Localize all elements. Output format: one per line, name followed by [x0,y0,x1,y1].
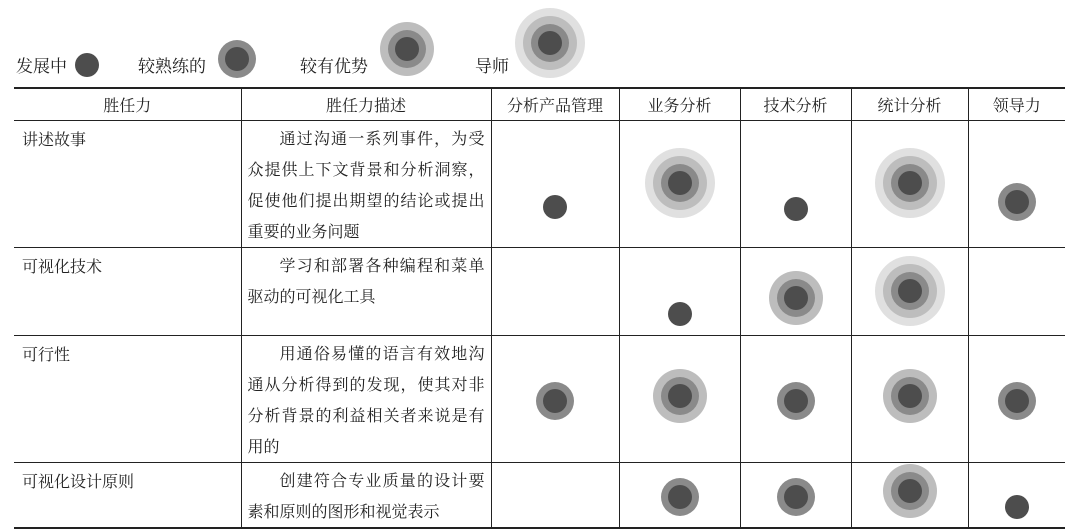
level-2-marker-icon [218,40,256,78]
legend-label-developing: 发展中 [16,57,67,77]
competency-description: 用通俗易懂的语言有效地沟通从分析得到的发现，使其对非分析背景的利益相关者来说是有用的 [241,336,491,463]
level-1-marker-icon [75,53,99,77]
table-row [14,121,1065,248]
level-2-marker-icon [777,382,815,420]
level-3-marker-icon [883,464,937,518]
level-cell [491,463,619,529]
level-1-marker-icon [1005,495,1029,519]
level-cell [968,463,1065,529]
level-2-marker-icon [998,183,1036,221]
competency-name: 可行性 [14,336,241,463]
level-cell [968,121,1065,248]
level-4-marker-icon [875,148,945,218]
level-3-marker-icon [380,22,434,76]
header-leadership: 领导力 [968,88,1065,121]
level-cell [619,336,740,463]
level-4-marker-icon [515,8,585,78]
level-cell [619,121,740,248]
level-cell [851,248,968,336]
level-2-marker-icon [998,382,1036,420]
level-2-marker-icon [536,382,574,420]
header-statistical-analysis: 统计分析 [851,88,968,121]
level-cell [851,336,968,463]
competency-name: 可视化设计原则 [14,463,241,529]
level-cell [740,336,851,463]
level-2-marker-icon [661,478,699,516]
table-row [14,248,1065,336]
header-technical-analysis: 技术分析 [740,88,851,121]
level-cell [740,463,851,529]
competency-description: 学习和部署各种编程和菜单驱动的可视化工具 [241,248,491,336]
level-cell [491,121,619,248]
level-4-marker-icon [645,148,715,218]
legend-label-advantage: 较有优势 [300,57,368,77]
level-cell [968,336,1065,463]
level-3-marker-icon [653,369,707,423]
competency-description: 通过沟通一系列事件，为受众提供上下文背景和分析洞察，促使他们提出期望的结论或提出重要的业务问题 [241,121,491,248]
legend-label-mentor: 导师 [475,57,509,77]
level-2-marker-icon [777,478,815,516]
level-cell [851,463,968,529]
level-cell [740,248,851,336]
header-competency: 胜任力 [14,88,241,121]
level-cell [491,248,619,336]
level-4-marker-icon [875,256,945,326]
level-cell [740,121,851,248]
level-cell [491,336,619,463]
competency-name: 讲述故事 [14,121,241,248]
level-1-marker-icon [668,302,692,326]
level-1-marker-icon [784,197,808,221]
level-cell [851,121,968,248]
table-header-row [14,88,1065,121]
table-row [14,336,1065,463]
table-row [14,463,1065,529]
level-3-marker-icon [883,369,937,423]
level-3-marker-icon [769,271,823,325]
header-business-analysis: 业务分析 [619,88,740,121]
legend-label-proficient: 较熟练的 [138,57,206,77]
competency-description: 创建符合专业质量的设计要素和原则的图形和视觉表示 [241,463,491,529]
header-description: 胜任力描述 [241,88,491,121]
level-cell [619,463,740,529]
header-product-analysis: 分析产品管理 [491,88,619,121]
competency-table [14,87,1065,529]
level-cell [619,248,740,336]
level-1-marker-icon [543,195,567,219]
competency-name: 可视化技术 [14,248,241,336]
level-cell [968,248,1065,336]
legend [0,0,1080,86]
